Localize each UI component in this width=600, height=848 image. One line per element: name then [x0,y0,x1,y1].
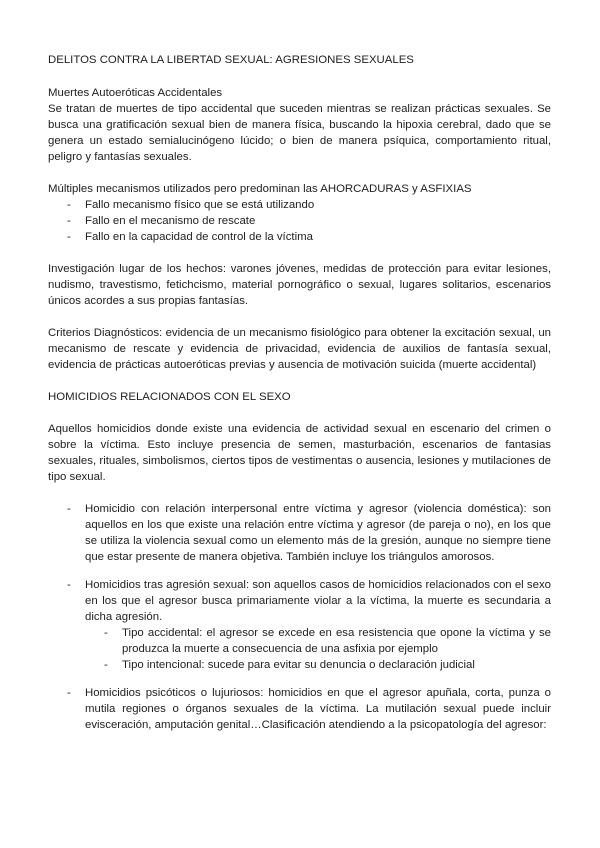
mechanisms-list [48,197,551,245]
paragraph-criteria: Criterios Diagnósticos: evidencia de un mecanismo fisiológico para obtener la excitación sexual, un mecanismo de rescate y evidencia de privacidad, evidencia de auxilios de fantasía sexual, evidencia de prácticas autoeróticas previas y ausencia de motivación suicida (muerte accidental) [48,327,551,371]
list-item: - Fallo en la capacidad de control de la víctima [48,229,551,245]
list-item: - Fallo en el mecanismo de rescate [48,213,551,229]
paragraph-homicides-intro: Aquellos homicidios donde existe una evidencia de actividad sexual en escenario del crimen o sobre la víctima. Esto incluye presencia de semen, masturbación, escenarios de fantasias sexuales, rituales, simbolismos, ciertos tipos de vestimentas o ausencia, lesiones y mutilaciones de tipo sexual. [48,423,551,483]
sub-list [85,625,551,673]
section-heading-homicides: HOMICIDIOS RELACIONADOS CON EL SEXO [48,391,291,403]
list-item: - Homicidios psicóticos o lujuriosos: homicidios en que el agresor apuñala, corta, punza o mutila regiones o órganos sexuales de la víctima. La mutilación sexual puede incluir evisceración, amputación genital…Clasificación atendiendo a la psicopatología del agresor: [67,687,551,731]
sub-list-item: - Tipo intencional: sucede para evitar su denuncia o declaración judicial [104,659,475,671]
list-item: - Fallo mecanismo físico que se está utilizando [48,197,551,213]
paragraph-investigation: Investigación lugar de los hechos: varones jóvenes, medidas de protección para evitar lesiones, nudismo, travestismo, fetichcismo, material pornográfico o sexual, lugares solitarios, escenarios únicos acordes a sus propias fantasías. [48,263,551,307]
list-item: - Homicidios tras agresión sexual: son aquellos casos de homicidios relacionados con el sexo en los que el agresor busca primariamente violar a la víctima, la muerte es secundaria a dicha agresión. - Tipo accidental: el agresor se excede en esa resistencia que opone la víctima y se produzca la muerte a consecuencia de una asfixia por ejemplo - Tipo intencional: sucede para evitar su denuncia o declaración judicial [67,579,551,671]
paragraph-autoerotic: Se tratan de muertes de tipo accidental que suceden mientras se realizan prácticas sexuales. Se busca una gratificación sexual bien de manera física, buscando la hipoxia cerebral, dado que se genera un estado semialucinógeno lúcido; o bien de manera psíquica, comportamiento ritual, peligro y fantasías sexuales. [48,103,551,163]
mechanisms-intro: Múltiples mecanismos utilizados pero predominan las AHORCADURAS y ASFIXIAS [48,183,472,195]
sub-list-item: - Tipo accidental: el agresor se excede en esa resistencia que opone la víctima y se produzca la muerte a consecuencia de una asfixia por ejemplo [104,627,551,655]
homicides-list [48,501,551,733]
list-item: - Homicidio con relación interpersonal entre víctima y agresor (violencia doméstica): son aquellos en los que existe una relación entre víctima y agresor (de pareja o no), en los que se utiliza la violencia sexual como un elemento más de la gresión, aunque no siempre tiene que estar presente de manera objetiva. También incluye los triángulos amorosos. [67,503,551,563]
section-heading-autoerotic: Muertes Autoeróticas Accidentales [48,87,223,99]
document-title: DELITOS CONTRA LA LIBERTAD SEXUAL: AGRESIONES SEXUALES [48,54,414,66]
document-body [48,52,551,733]
